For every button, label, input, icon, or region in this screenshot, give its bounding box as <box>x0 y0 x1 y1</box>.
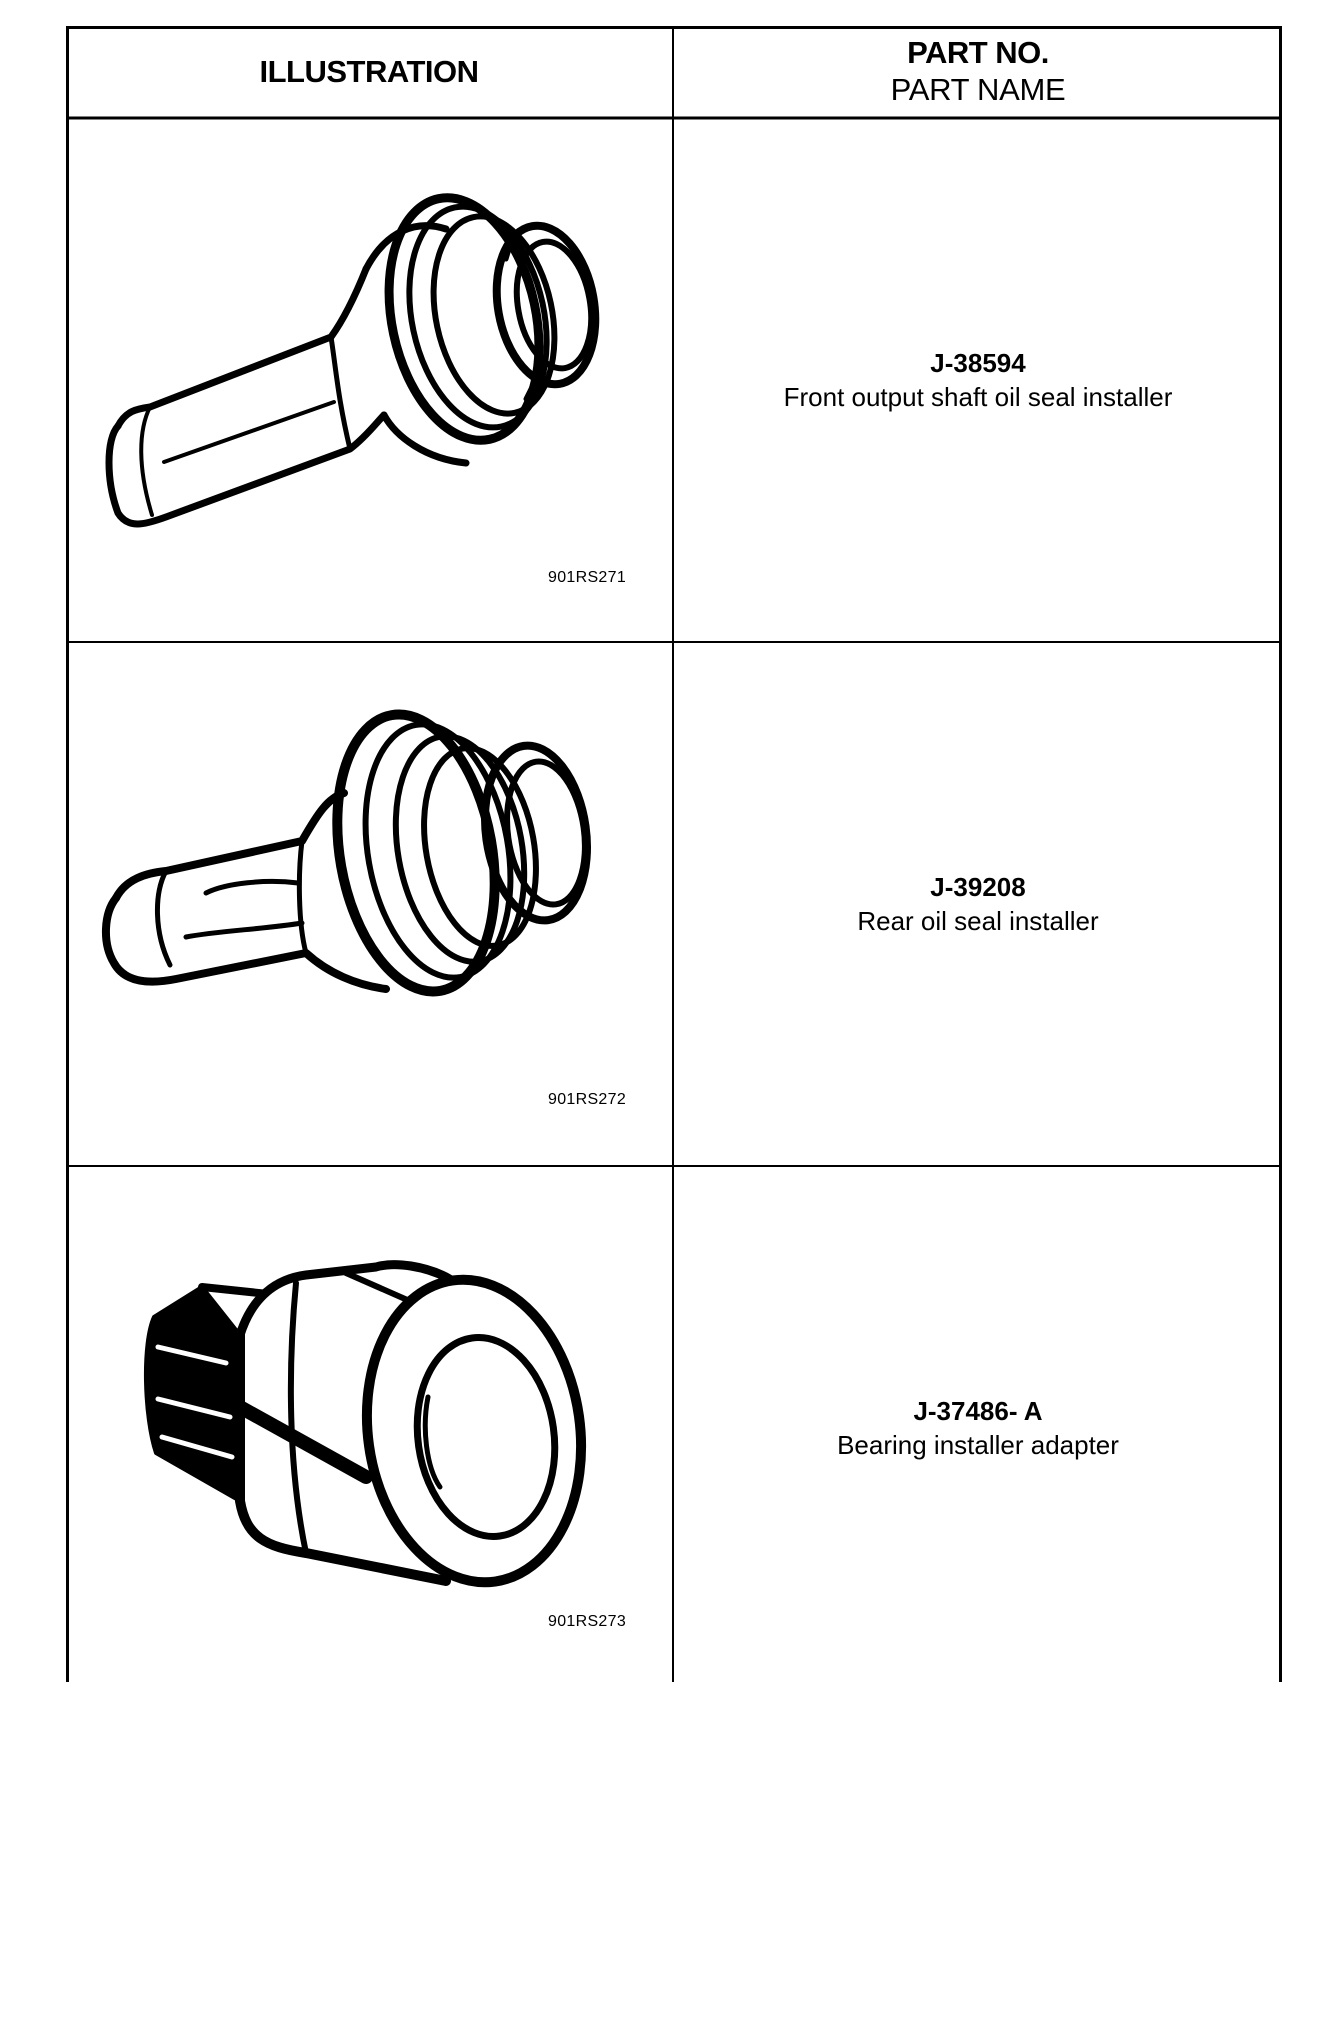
part-number: J-38594 <box>930 348 1026 378</box>
header-illustration <box>66 26 672 117</box>
part-number: J-39208 <box>930 872 1026 902</box>
figure-code: 901RS273 <box>548 1613 627 1630</box>
oil-seal-installer-drawing <box>66 119 672 641</box>
bearing-installer-adapter-drawing <box>66 1167 672 1689</box>
table-row <box>66 1167 1282 1689</box>
part-info-cell <box>674 643 1282 1165</box>
header-part <box>674 26 1282 117</box>
header-part-name-label: PART NAME <box>890 71 1066 107</box>
illustration-cell <box>66 643 672 1165</box>
table-row <box>66 119 1282 641</box>
figure-code: 901RS272 <box>548 1091 627 1108</box>
part-name: Rear oil seal installer <box>857 906 1099 936</box>
part-info-cell <box>674 1167 1282 1689</box>
part-info-cell <box>674 119 1282 641</box>
table-row <box>66 643 1282 1165</box>
illustration-cell <box>66 119 672 641</box>
header-illustration-label: ILLUSTRATION <box>259 53 479 89</box>
header-part-no-label: PART NO. <box>907 34 1049 70</box>
part-number: J-37486- A <box>913 1396 1043 1426</box>
special-tools-table <box>66 26 1282 1682</box>
rear-oil-seal-installer-drawing <box>66 643 672 1165</box>
part-name: Bearing installer adapter <box>837 1430 1119 1460</box>
part-name: Front output shaft oil seal installer <box>783 382 1173 412</box>
illustration-cell <box>66 1167 672 1689</box>
figure-code: 901RS271 <box>548 569 627 586</box>
